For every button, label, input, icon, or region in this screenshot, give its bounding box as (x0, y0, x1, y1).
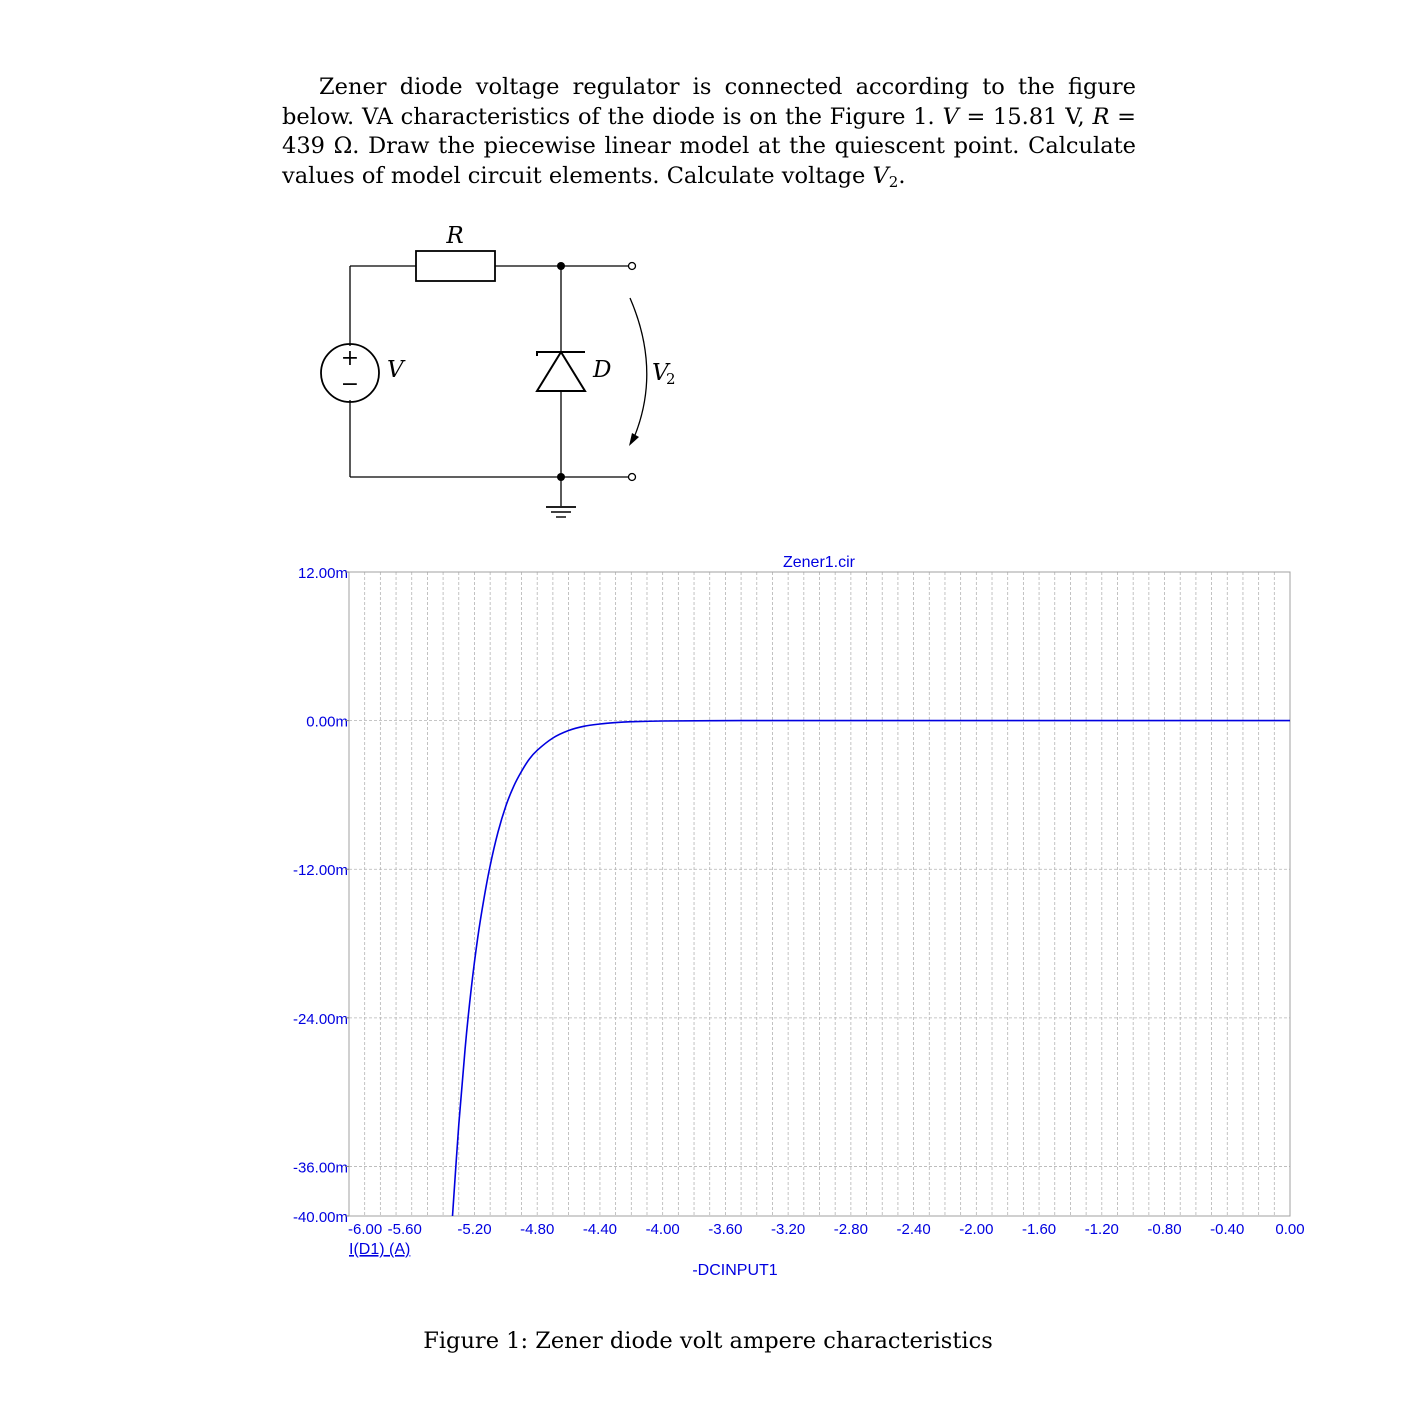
x-tick-label: -0.40 (1210, 1221, 1245, 1238)
chart-title: Zener1.cir (782, 554, 856, 571)
output-terminal-bottom (629, 474, 636, 481)
y-tick-label: -24.00m (292, 1010, 348, 1028)
x-tick-label: -4.40 (582, 1221, 618, 1238)
y-tick-label: 0.00m (306, 713, 348, 731)
source-label: V (387, 357, 404, 383)
resistor (416, 251, 495, 281)
v2-subscript: 2 (888, 173, 899, 192)
junction-bottom (557, 473, 565, 481)
y-tick-labels (293, 565, 349, 1226)
x-axis-label: -DCINPUT1 (692, 1262, 778, 1279)
chart-grid (349, 572, 1290, 1216)
source-plus-sign: + (340, 346, 360, 371)
resistor-label: R (446, 223, 464, 249)
figure-caption: Figure 1: Zener diode volt ampere characteristics (423, 1328, 993, 1354)
va-characteristic-chart (0, 540, 1416, 1280)
v2-symbol: V (872, 163, 889, 190)
x-tick-label: -4.00 (645, 1221, 680, 1238)
x-tick-label: -5.60 (387, 1221, 422, 1238)
x-tick-label: 0.00 (1275, 1221, 1305, 1238)
y-tick-label: -40.00m (292, 1209, 348, 1226)
x-tick-label: -2.40 (896, 1221, 931, 1238)
x-tick-labels (348, 1221, 1305, 1238)
problem-period: . (898, 163, 906, 190)
y-axis-label: I(D1) (A) (349, 1241, 411, 1258)
output-voltage-subscript: 2 (666, 370, 676, 388)
x-tick-label: -3.60 (708, 1221, 743, 1238)
x-tick-label: -2.80 (833, 1221, 868, 1238)
r-value: = 439 Ω. (282, 103, 1136, 160)
y-tick-label: -36.00m (292, 1159, 348, 1177)
diode-label: D (593, 357, 612, 383)
x-tick-label: -0.80 (1147, 1221, 1182, 1238)
arrow-head-icon (629, 433, 639, 446)
x-tick-label: -2.00 (959, 1221, 994, 1238)
x-tick-label: -5.20 (457, 1221, 492, 1238)
x-tick-label: -4.80 (520, 1221, 555, 1238)
junction-top (557, 262, 565, 270)
zener-diode (537, 352, 585, 391)
x-tick-label: -6.00 (348, 1221, 383, 1238)
x-tick-label: -3.20 (771, 1221, 806, 1238)
problem-text-1: Zener diode voltage regulator is connected according to the figure below. VA characteristics of the diode is on the Figure 1. (282, 74, 1136, 130)
v-symbol: V (942, 103, 959, 130)
y-tick-label: 12.00m (297, 565, 348, 582)
y-tick-label: -12.00m (292, 862, 348, 880)
x-tick-label: -1.20 (1084, 1221, 1119, 1238)
v2-arrow (630, 298, 647, 440)
output-terminal-top (629, 263, 636, 270)
v-value: = 15.81 V, (958, 103, 1093, 130)
r-symbol: R (1092, 103, 1110, 130)
circuit-diagram (0, 0, 1416, 540)
source-minus-sign: − (340, 372, 360, 397)
output-voltage-label: V (652, 360, 669, 386)
x-tick-label: -1.60 (1021, 1221, 1057, 1238)
problem-text-2: Draw the piecewise linear model at the quiescent point. Calculate values of model circuit elements. Calculate voltage (282, 133, 1136, 190)
